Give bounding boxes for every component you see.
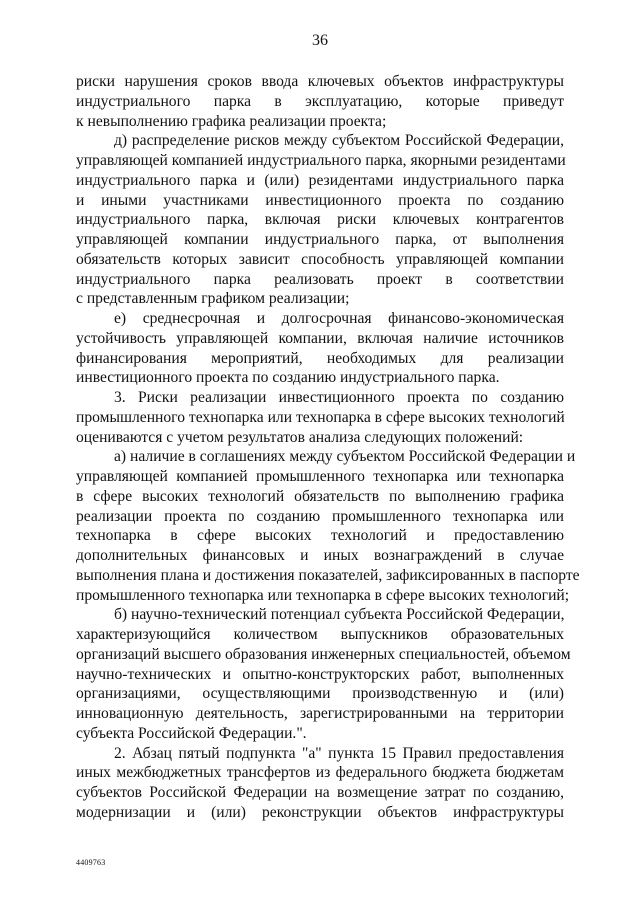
- text-line: выполнения плана и достижения показателей, зафиксированных в паспорте: [76, 566, 580, 584]
- text-line: субъектов Российской Федерации на возмещение затрат по созданию,: [76, 784, 564, 801]
- text-line: инновационную деятельность, зарегистрированными на территории: [76, 705, 564, 722]
- text-line: организаций высшего образования инженерных специальностей, объемом: [76, 645, 571, 663]
- text-line: 2. Абзац пятый подпункта "а" пункта 15 Правил предоставления: [114, 744, 564, 762]
- text-line: технопарка в сфере высоких технологий и предоставлению: [76, 527, 564, 545]
- text-line: индустриального парка реализовать проект в соответствии: [76, 270, 564, 288]
- text-line: субъекта Российской Федерации.".: [76, 724, 307, 742]
- text-line: обязательств которых зависит способность управляющей компании: [76, 250, 564, 268]
- document-body: [76, 72, 580, 823]
- text-line: промышленного технопарка или технопарка в сфере высоких технологий: [76, 408, 565, 426]
- text-line: риски нарушения сроков ввода ключевых объектов инфраструктуры: [76, 73, 564, 90]
- text-line: д) распределение рисков между субъектом Российской Федерации,: [114, 132, 564, 150]
- text-line: индустриального парка, включая риски ключевых контрагентов: [76, 211, 564, 229]
- text-line: оцениваются с учетом результатов анализа следующих положений:: [76, 428, 524, 446]
- text-line: реализации проекта по созданию промышленного технопарка или: [76, 507, 564, 525]
- text-line: инвестиционного проекта по созданию индустриального парка.: [76, 369, 500, 387]
- text-line: к невыполнению графика реализации проекта;: [76, 112, 387, 130]
- text-line: индустриального парка и (или) резидентами индустриального парка: [76, 171, 564, 189]
- text-line: и иными участниками инвестиционного проекта по созданию: [76, 191, 564, 209]
- text-line: управляющей компании индустриального парка, от выполнения: [76, 231, 564, 248]
- text-line: с представленным графиком реализации;: [76, 290, 350, 308]
- page-number: 36: [312, 32, 328, 49]
- text-line: модернизации и (или) реконструкции объектов инфраструктуры: [76, 803, 564, 821]
- text-line: управляющей компанией промышленного технопарка или технопарка: [76, 468, 564, 485]
- text-line: е) среднесрочная и долгосрочная финансово-экономическая: [114, 310, 564, 327]
- text-line: в сфере высоких технологий обязательств по выполнению графика: [76, 487, 564, 505]
- text-line: а) наличие в соглашениях между субъектом Российской Федерации и: [114, 448, 576, 466]
- text-line: научно-технических и опытно-конструкторских работ, выполненных: [76, 665, 564, 683]
- text-line: дополнительных финансовых и иных вознаграждений в случае: [76, 547, 564, 564]
- text-line: организациями, осуществляющими производственную и (или): [76, 685, 564, 703]
- text-line: финансирования мероприятий, необходимых для реализации: [76, 349, 564, 367]
- document-code: 4409763: [76, 858, 106, 867]
- text-line: устойчивость управляющей компании, включая наличие источников: [76, 329, 564, 347]
- text-line: индустриального парка в эксплуатацию, которые приведут: [76, 92, 564, 110]
- text-line: промышленного технопарка или технопарка в сфере высоких технологий;: [76, 586, 570, 604]
- text-line: иных межбюджетных трансфертов из федерального бюджета бюджетам: [76, 764, 564, 782]
- text-line: б) научно-технический потенциал субъекта Российской Федерации,: [114, 606, 565, 624]
- text-line: 3. Риски реализации инвестиционного проекта по созданию: [114, 389, 564, 406]
- text-line: характеризующийся количеством выпускников образовательных: [76, 626, 564, 643]
- text-line: управляющей компанией индустриального парка, якорными резидентами: [76, 152, 566, 169]
